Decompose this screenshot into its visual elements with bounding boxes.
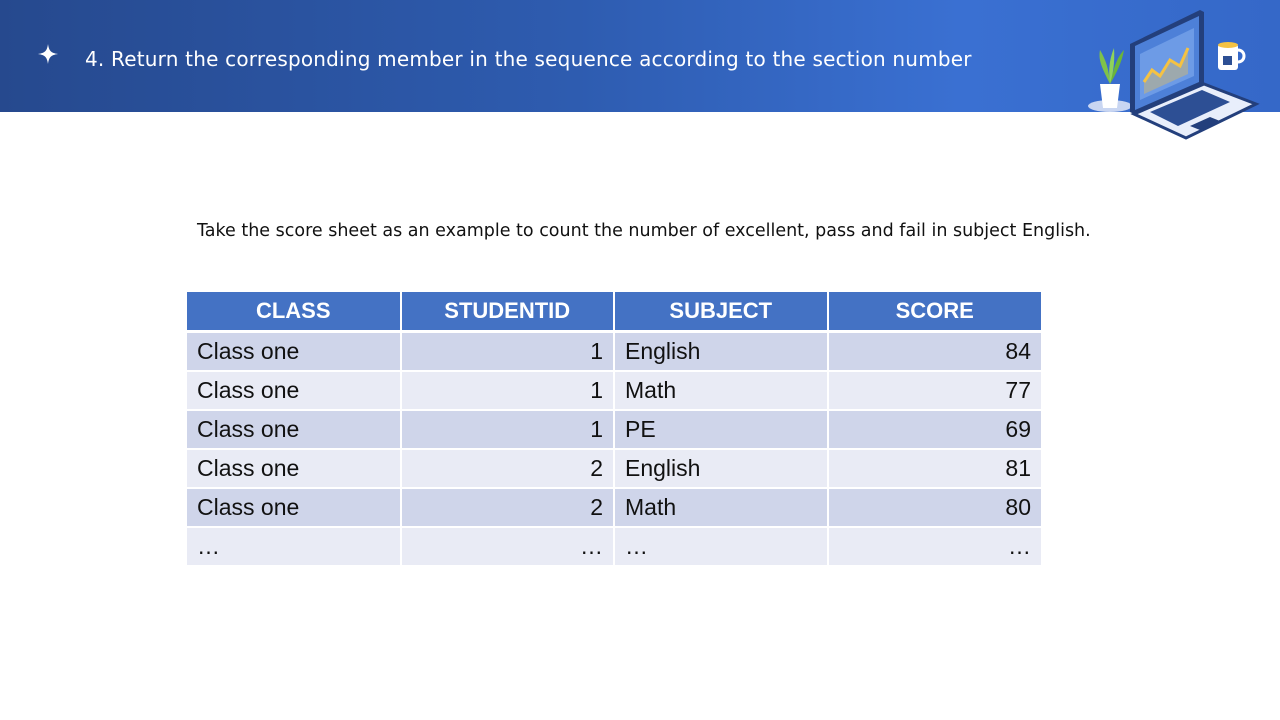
class-cell: … [187,527,401,566]
studentid-cell: … [401,527,615,566]
laptop-illustration-icon [1080,4,1260,144]
column-header-score[interactable]: SCORE [828,292,1042,332]
title-banner [0,0,1280,112]
studentid-cell: 2 [401,449,615,488]
page-title: 4. Return the corresponding member in the sequence according to the section number [85,47,972,71]
subject-cell: PE [614,410,828,449]
subject-cell: Math [614,488,828,527]
score-cell: 84 [828,332,1042,372]
class-cell: Class one [187,371,401,410]
class-cell: Class one [187,488,401,527]
score-cell: … [828,527,1042,566]
table-row [187,488,1041,527]
score-cell: 77 [828,371,1042,410]
class-cell: Class one [187,410,401,449]
sparkle-icon [38,44,58,64]
table-row [187,332,1041,372]
table-row [187,527,1041,566]
subject-cell: Math [614,371,828,410]
studentid-cell: 1 [401,332,615,372]
studentid-cell: 2 [401,488,615,527]
table-header-row [187,292,1041,332]
studentid-cell: 1 [401,410,615,449]
subject-cell: English [614,449,828,488]
table-row [187,371,1041,410]
table-row [187,449,1041,488]
intro-text: Take the score sheet as an example to count the number of excellent, pass and fail in subject English. [197,221,1091,241]
column-header-subject[interactable]: SUBJECT [614,292,828,332]
score-table [187,292,1041,567]
subject-cell: English [614,332,828,372]
column-header-studentid[interactable]: STUDENTID [401,292,615,332]
subject-cell: … [614,527,828,566]
class-cell: Class one [187,332,401,372]
class-cell: Class one [187,449,401,488]
column-header-class[interactable]: CLASS [187,292,401,332]
table-row [187,410,1041,449]
score-cell: 80 [828,488,1042,527]
score-cell: 81 [828,449,1042,488]
score-cell: 69 [828,410,1042,449]
studentid-cell: 1 [401,371,615,410]
